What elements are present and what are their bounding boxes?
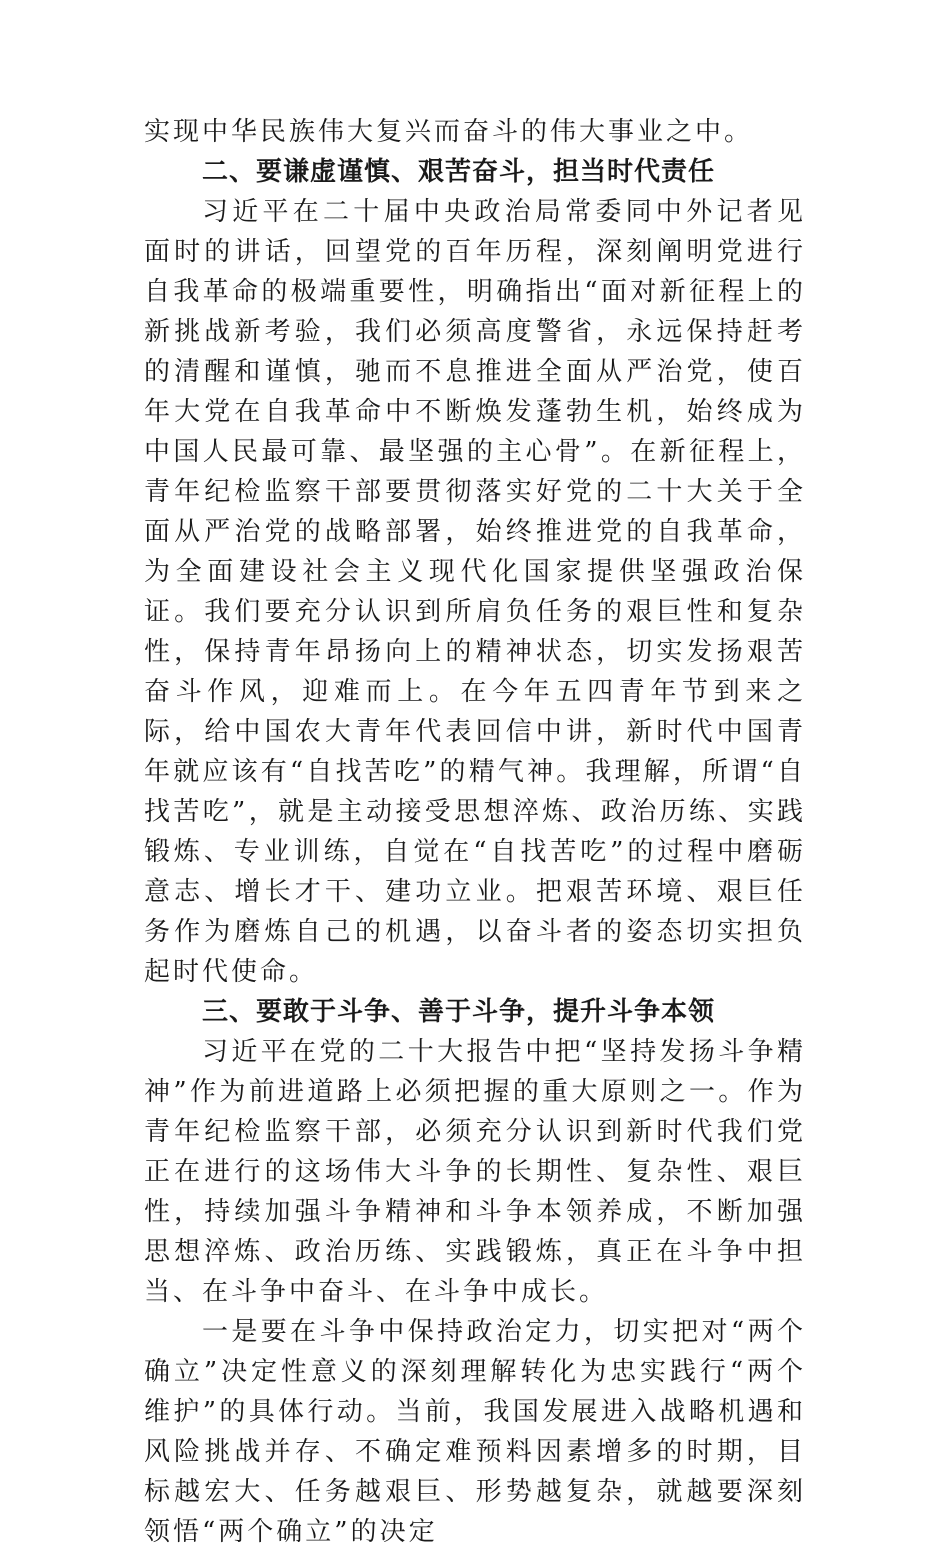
document-body bbox=[144, 112, 806, 1552]
section-heading-3: 三、要敢于斗争、善于斗争，提升斗争本领 bbox=[202, 997, 716, 1027]
section-heading-2: 二、要谦虚谨慎、艰苦奋斗，担当时代责任 bbox=[202, 157, 716, 187]
paragraph-section-2-body: 习近平在二十届中央政治局常委同中外记者见面时的讲话，回望党的百年历程，深刻阐明党进行自我革命的极端重要性，明确指出“面对新征程上的新挑战新考验，我们必须高度警省，永远保持赶考的清醒和谨慎，驰而不息推进全面从严治党，使百年大党在自我革命中不断焕发蓬勃生机，始终成为中国人民最可靠、最坚强的主心骨”。在新征程上，青年纪检监察干部要贯彻落实好党的二十大关于全面从严治党的战略部署，始终推进党的自我革命，为全面建设社会主义现代化国家提供坚强政治保证。我们要充分认识到所肩负任务的艰巨性和复杂性，保持青年昂扬向上的精神状态，切实发扬艰苦奋斗作风，迎难而上。在今年五四青年节到来之际，给中国农大青年代表回信中讲，新时代中国青年就应该有“自找苦吃”的精气神。我理解，所谓“自找苦吃”，就是主动接受思想淬炼、政治历练、实践锻炼、专业训练，自觉在“自找苦吃”的过程中磨砺意志、增长才干、建功立业。把艰苦环境、艰巨任务作为磨炼自己的机遇，以奋斗者的姿态切实担负起时代使命。 bbox=[144, 197, 806, 987]
paragraph-section-3-intro: 习近平在党的二十大报告中把“坚持发扬斗争精神”作为前进道路上必须把握的重大原则之一。作为青年纪检监察干部，必须充分认识到新时代我们党正在进行的这场伟大斗争的长期性、复杂性、艰巨性，持续加强斗争精神和斗争本领养成，不断加强思想淬炼、政治历练、实践锻炼，真正在斗争中担当、在斗争中奋斗、在斗争中成长。 bbox=[144, 1037, 806, 1307]
paragraph-section-3-point-1: 一是要在斗争中保持政治定力，切实把对“两个确立”决定性意义的深刻理解转化为忠实践行“两个维护”的具体行动。当前，我国发展进入战略机遇和风险挑战并存、不确定难预料因素增多的时期，目标越宏大、任务越艰巨、形势越复杂，就越要深刻领悟“两个确立”的决定 bbox=[144, 1317, 806, 1547]
paragraph-continuation: 实现中华民族伟大复兴而奋斗的伟大事业之中。 bbox=[144, 117, 754, 147]
